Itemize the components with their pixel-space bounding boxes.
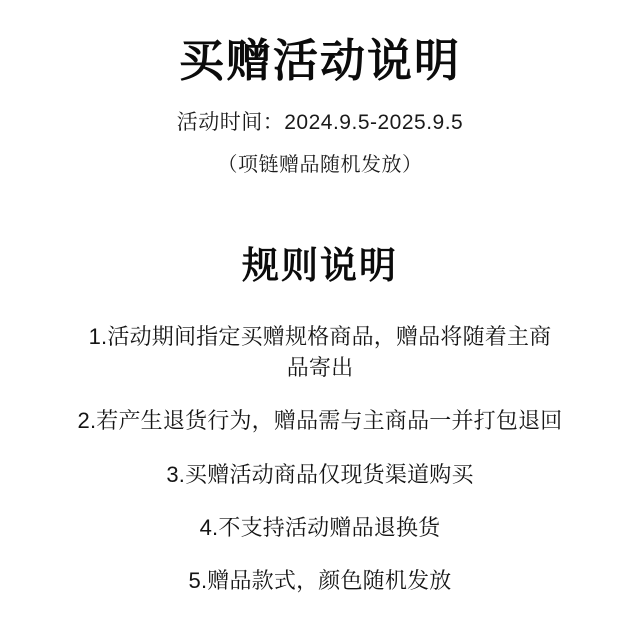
campaign-note: （项链赠品随机发放） bbox=[217, 154, 423, 176]
rule-item: 2.若产生退货行为，赠品需与主商品一并打包退回 bbox=[77, 408, 563, 434]
page-title: 买赠活动说明 bbox=[178, 35, 461, 86]
rule-item: 1.活动期间指定买赠规格商品，赠品将随着主商品寄出 bbox=[88, 324, 552, 381]
section-title-rules: 规则说明 bbox=[242, 245, 398, 286]
rule-item: 5.赠品款式，颜色随机发放 bbox=[188, 568, 452, 594]
rule-item: 3.买赠活动商品仅现货渠道购买 bbox=[166, 461, 474, 487]
campaign-period: 活动时间：2024.9.5-2025.9.5 bbox=[176, 111, 464, 134]
rules-list bbox=[0, 321, 640, 618]
rule-item: 4.不支持活动赠品退换货 bbox=[199, 514, 441, 540]
